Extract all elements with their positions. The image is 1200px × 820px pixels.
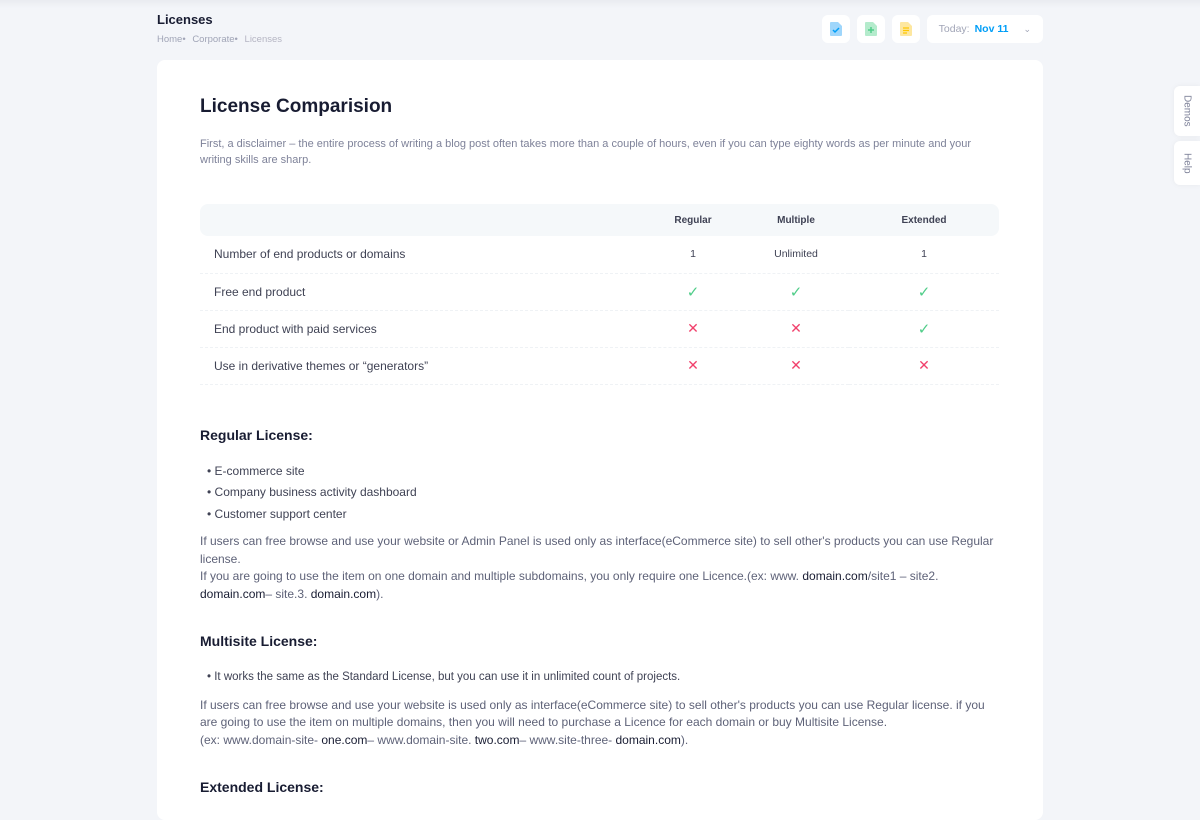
check-icon: ✓ bbox=[849, 310, 999, 347]
intro-text: First, a disclaimer – the entire process of writing a blog post often takes more than a couple of hours, even if you can type eighty words as per minute and your writing skills are sharp. bbox=[200, 138, 972, 166]
text-segment: ). bbox=[680, 732, 689, 747]
table-row bbox=[200, 310, 999, 347]
file-add-button[interactable] bbox=[857, 15, 885, 43]
content-card bbox=[157, 60, 1043, 820]
demos-tab[interactable] bbox=[1174, 86, 1200, 136]
feature-label: Free end product bbox=[200, 273, 643, 310]
domain-link[interactable]: domain.com bbox=[200, 586, 266, 601]
cell-value: Unlimited bbox=[743, 236, 849, 273]
cell-value: 1 bbox=[643, 236, 743, 273]
file-text-button[interactable] bbox=[892, 15, 920, 43]
page-title: Licenses bbox=[157, 12, 213, 27]
file-check-button[interactable] bbox=[822, 15, 850, 43]
domain-link[interactable]: domain.com bbox=[615, 732, 681, 747]
section-title: License Comparision bbox=[200, 96, 393, 117]
text-segment: – site.3. bbox=[265, 586, 311, 601]
file-check-icon bbox=[830, 22, 842, 36]
text-segment: ). bbox=[376, 586, 384, 601]
paragraph-example bbox=[200, 733, 688, 747]
cross-icon: ✕ bbox=[643, 310, 743, 347]
column-header-multiple: Multiple bbox=[777, 214, 815, 226]
regular-license-list bbox=[200, 461, 1000, 526]
cross-icon: ✕ bbox=[743, 310, 849, 347]
comparison-table bbox=[200, 204, 999, 385]
text-segment: – www.domain-site. bbox=[367, 732, 475, 747]
text-segment: (ex: www.domain-site- bbox=[200, 732, 322, 747]
table-row bbox=[200, 273, 999, 310]
cross-icon: ✕ bbox=[643, 347, 743, 384]
regular-license-heading: Regular License: bbox=[200, 426, 313, 443]
regular-license-text bbox=[200, 533, 1000, 603]
list-item: • Company business activity dashboard bbox=[207, 482, 1000, 504]
cell-value: 1 bbox=[849, 236, 999, 273]
list-item: • E-commerce site bbox=[207, 461, 1000, 483]
multisite-license-list bbox=[200, 667, 1000, 689]
multisite-license-text bbox=[200, 697, 1000, 750]
paragraph: If users can free browse and use your website is used only as interface(eCommerce site) to sell other's products you can use Regular license. if you are going to use the item on multiple domains, then you will need to purchase a Licence for each domain or buy Multisite License. bbox=[200, 697, 985, 729]
column-header bbox=[200, 204, 643, 236]
help-tab[interactable] bbox=[1174, 141, 1200, 185]
domain-link[interactable]: two.com bbox=[474, 732, 520, 747]
domain-link[interactable]: domain.com bbox=[310, 586, 377, 601]
feature-label: Use in derivative themes or “generators” bbox=[200, 347, 643, 384]
date-picker[interactable] bbox=[927, 15, 1043, 43]
column-header-extended: Extended bbox=[901, 214, 947, 226]
list-item: • It works the same as the Standard License, but you can use it in unlimited count of projects. bbox=[207, 667, 1000, 689]
feature-label: Number of end products or domains bbox=[200, 236, 643, 273]
domain-link[interactable]: one.com bbox=[321, 732, 368, 747]
chevron-down-icon: ⌄ bbox=[1023, 23, 1031, 34]
breadcrumb-home[interactable]: Home• bbox=[157, 34, 186, 45]
table-row bbox=[200, 347, 999, 384]
domain-link[interactable]: domain.com bbox=[802, 569, 868, 583]
text-segment: If you are going to use the item on one domain and multiple subdomains, you only require one Licence.(ex: www. bbox=[200, 569, 803, 583]
breadcrumb bbox=[157, 34, 286, 45]
multisite-license-heading: Multisite License: bbox=[200, 633, 318, 649]
top-shadow bbox=[0, 0, 1200, 8]
column-header-regular: Regular bbox=[674, 214, 712, 226]
feature-label: End product with paid services bbox=[200, 310, 643, 347]
check-icon: ✓ bbox=[643, 273, 743, 310]
table-header bbox=[200, 204, 999, 236]
toolbar bbox=[822, 15, 1043, 43]
extended-license-heading: Extended License: bbox=[200, 779, 324, 795]
list-item: • Customer support center bbox=[207, 504, 1000, 526]
cross-icon: ✕ bbox=[849, 347, 999, 384]
check-icon: ✓ bbox=[743, 273, 849, 310]
check-icon: ✓ bbox=[849, 273, 999, 310]
page-header bbox=[157, 12, 286, 45]
breadcrumb-corporate[interactable]: Corporate• bbox=[192, 34, 238, 45]
file-add-icon bbox=[865, 22, 877, 36]
text-segment: /site1 – site2. bbox=[867, 569, 939, 583]
file-text-icon bbox=[900, 22, 912, 36]
date-value: Nov 11 bbox=[974, 23, 1009, 35]
cross-icon: ✕ bbox=[743, 347, 849, 384]
help-label: Help bbox=[1181, 152, 1193, 174]
demos-label: Demos bbox=[1181, 95, 1193, 127]
text-segment: – www.site-three- bbox=[519, 732, 616, 747]
paragraph: If users can free browse and use your website or Admin Panel is used only as interface(eCommerce site) to sell other's products you can use Regular license. bbox=[200, 534, 994, 566]
date-label: Today: bbox=[938, 23, 970, 35]
breadcrumb-current: Licenses bbox=[244, 34, 283, 45]
table-row bbox=[200, 236, 999, 273]
paragraph-example bbox=[200, 569, 938, 601]
